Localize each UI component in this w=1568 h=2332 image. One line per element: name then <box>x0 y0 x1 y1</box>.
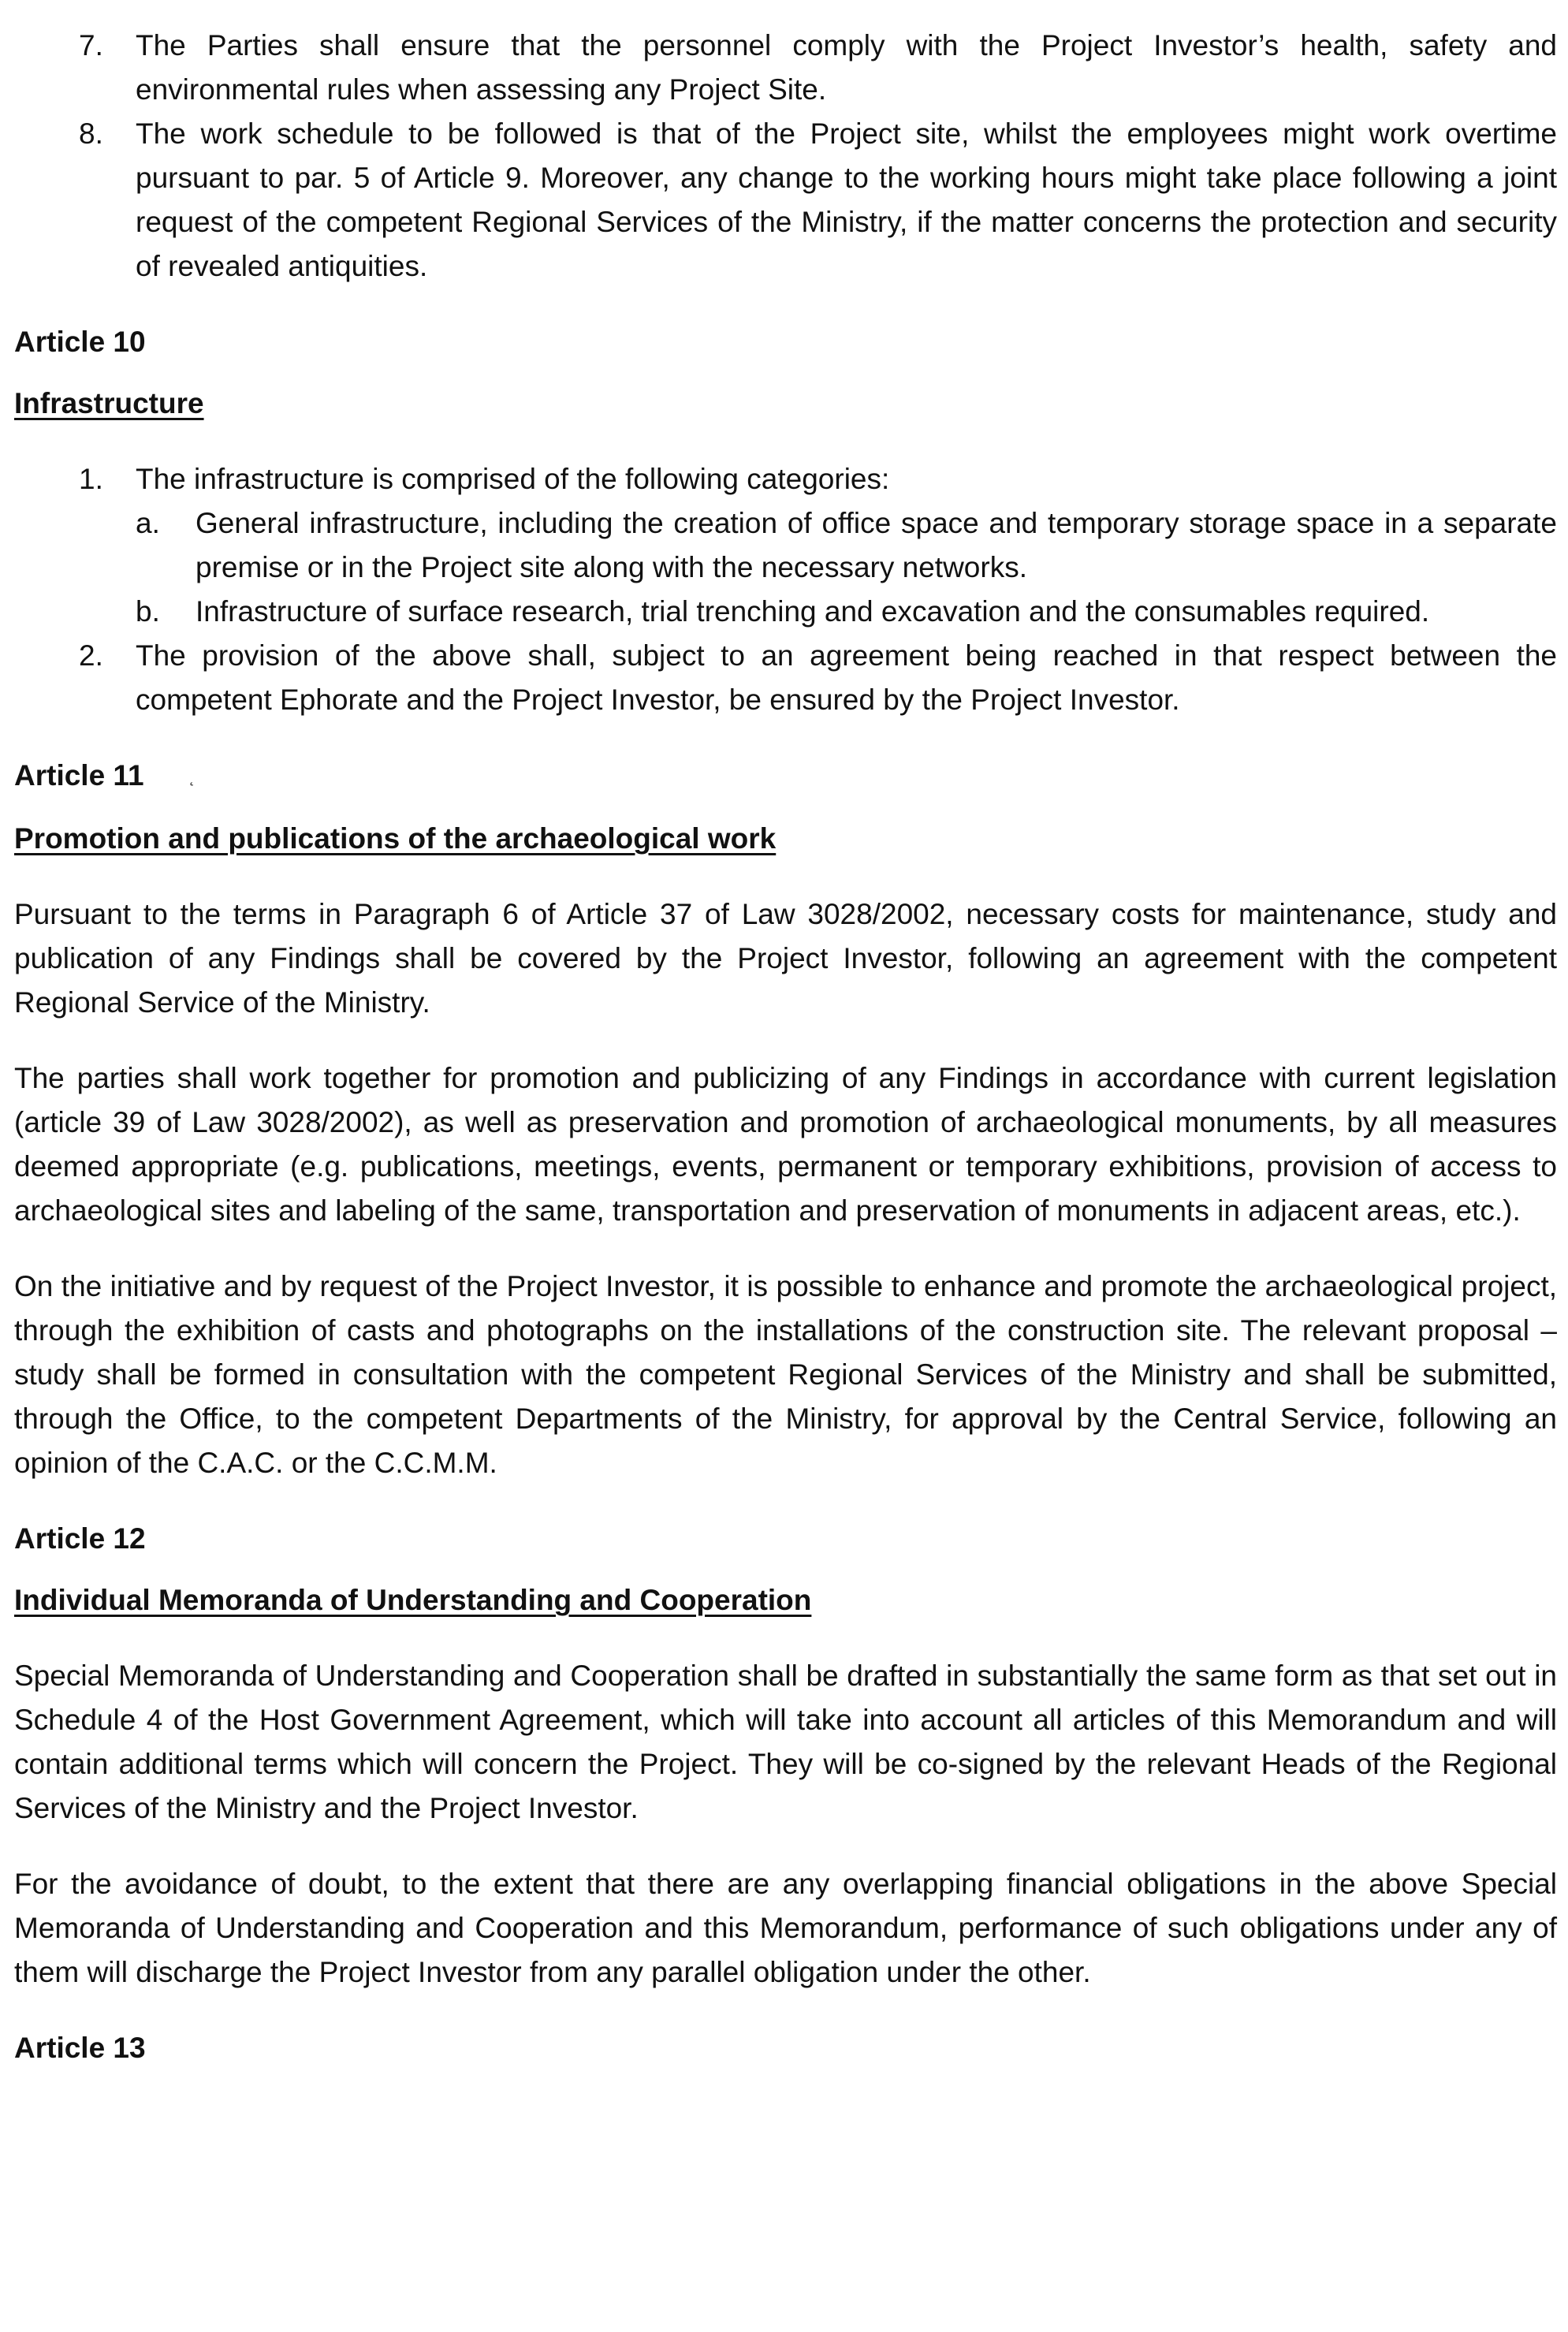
numbered-list <box>14 457 1557 722</box>
article-heading: Article 13 <box>14 2032 146 2065</box>
article-heading-text: Article 11 <box>14 759 144 792</box>
sub-item-letter: a. <box>136 507 160 539</box>
sub-item-text: Infrastructure of surface research, trial trenching and excavation and the consumables required. <box>196 595 1430 628</box>
paragraph: On the initiative and by request of the Project Investor, it is possible to enhance and promote the archaeological project, through the exhibition of casts and photographs on the installations of the construction site. The relevant proposal – study shall be formed in consultation with the competent Regional Services of the Ministry and shall be submitted, through the Office, to the competent Departments of the Ministry, for approval by the Central Service, following an opinion of the C.A.C. or the C.C.M.M. <box>14 1270 1557 1480</box>
section-title: Individual Memoranda of Understanding and Cooperation <box>14 1584 812 1617</box>
section-title: Promotion and publications of the archaeological work <box>14 822 777 855</box>
sub-item-text: General infrastructure, including the creation of office space and temporary storage space in a separate premise or in the Project site along with the necessary networks. <box>196 507 1557 583</box>
list-item-text: The provision of the above shall, subject to an agreement being reached in that respect between the competent Ephorate and the Project Investor, be ensured by the Project Investor. <box>136 639 1557 716</box>
article-heading: Article 10 <box>14 326 146 358</box>
sub-item-a <box>136 501 1557 590</box>
list-number: 8. <box>79 117 103 150</box>
section-title: Infrastructure <box>14 387 204 419</box>
article-11 <box>14 754 1557 1485</box>
list-item-1 <box>14 457 1557 634</box>
article-10 <box>14 320 1557 722</box>
scan-artifact-mark: ˛ <box>189 769 196 787</box>
article-heading <box>14 754 1557 799</box>
list-item-7 <box>14 24 1557 112</box>
list-number: 2. <box>79 639 103 672</box>
sub-list <box>136 501 1557 634</box>
list-number: 1. <box>79 463 103 495</box>
list-item-2 <box>14 634 1557 722</box>
list-number: 7. <box>79 29 103 61</box>
article-13 <box>14 2026 1557 2070</box>
article-12 <box>14 1517 1557 1995</box>
paragraph: For the avoidance of doubt, to the extent that there are any overlapping financial obligations in the above Special Memoranda of Understanding and Cooperation and this Memorandum, performance of such obligations under any of them will discharge the Project Investor from any parallel obligation under the other. <box>14 1868 1557 1989</box>
list-item-text: The infrastructure is comprised of the following categories: <box>136 463 890 495</box>
paragraph: The parties shall work together for promotion and publicizing of any Findings in accordance with current legislation (article 39 of Law 3028/2002), as well as preservation and promotion of archaeological monuments, by all measures deemed appropriate (e.g. publications, meetings, events, permanent or temporary exhibitions, provision of access to archaeological sites and labeling of the same, transportation and preservation of monuments in adjacent areas, etc.). <box>14 1062 1557 1227</box>
sub-item-b <box>136 590 1557 634</box>
list-item-text: The work schedule to be followed is that of the Project site, whilst the employees might work overtime pursuant to par. 5 of Article 9. Moreover, any change to the working hours might take place following a joint request of the competent Regional Services of the Ministry, if the matter concerns the protection and security of revealed antiquities. <box>136 117 1557 282</box>
sub-item-letter: b. <box>136 595 160 628</box>
continued-numbered-list <box>14 24 1557 289</box>
list-item-8 <box>14 112 1557 289</box>
paragraph: Pursuant to the terms in Paragraph 6 of Article 37 of Law 3028/2002, necessary costs for maintenance, study and publication of any Findings shall be covered by the Project Investor, following an agreement with the competent Regional Service of the Ministry. <box>14 898 1557 1019</box>
paragraph: Special Memoranda of Understanding and Cooperation shall be drafted in substantially the same form as that set out in Schedule 4 of the Host Government Agreement, which will take into account all articles of this Memorandum and will contain additional terms which will concern the Project. They will be co-signed by the relevant Heads of the Regional Services of the Ministry and the Project Investor. <box>14 1660 1557 1825</box>
list-item-text: The Parties shall ensure that the personnel comply with the Project Investor’s health, safety and environmental rules when assessing any Project Site. <box>136 29 1557 106</box>
article-heading: Article 12 <box>14 1522 146 1555</box>
